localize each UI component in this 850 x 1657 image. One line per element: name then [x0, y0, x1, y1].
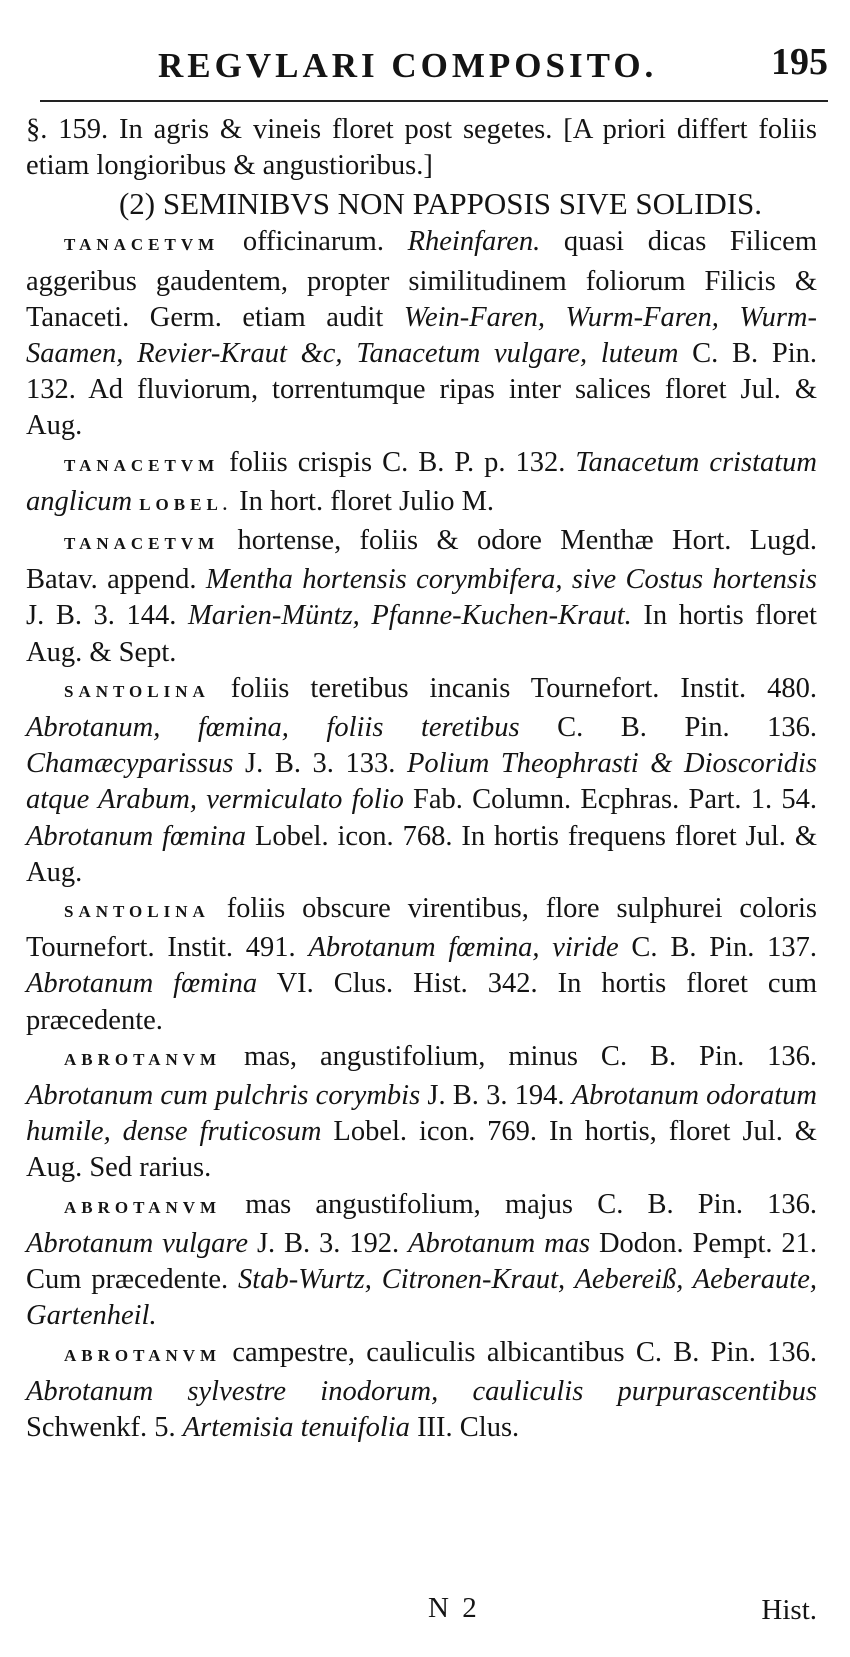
intro-paragraph — [26, 112, 817, 184]
entry-text: J. B. 3. 144. — [26, 600, 189, 632]
entry-genus: SANTOLINA — [64, 681, 210, 701]
entry-text: Lobel. icon. 768. In hortis frequens floret Jul. & Aug. — [26, 820, 817, 888]
entry-paragraph — [26, 1187, 817, 1335]
entry-text: In hort. floret Julio M. — [232, 485, 495, 517]
entry-italic: Marien-Müntz, Pfanne-Kuchen-Kraut. — [188, 600, 632, 632]
entry-text: Fab. Column. Ecphras. Part. 1. 54. — [403, 784, 817, 816]
entry-genus: SANTOLINA — [64, 902, 210, 922]
entry-paragraph — [26, 523, 817, 671]
entry-text: Lobel. icon. 769. In hortis, floret Jul. & Aug. Sed rarius. — [26, 1116, 817, 1184]
entry-text: foliis obscure virentibus, flore sulphurei coloris Tournefort. Instit. 491. — [26, 893, 817, 964]
entry-paragraph — [26, 1335, 817, 1447]
intro-ref: §. 159. — [26, 114, 109, 145]
entry-text: hortense, foliis & odore Menthæ Hort. Lugd. Batav. append. — [26, 525, 817, 596]
entry-italic: Abrotanum, fœmina, foliis teretibus — [26, 712, 520, 744]
entry-text: C. B. Pin. 136. — [519, 712, 817, 744]
entry-text: J. B. 3. 192. — [248, 1227, 409, 1259]
entry-genus: TANACETVM — [64, 235, 220, 255]
entry-text: VI. Clus. Hist. 342. In hortis floret cum præcedente. — [26, 968, 818, 1036]
entry-italic: Abrotanum odoratum humile, dense fruticosum — [26, 1080, 817, 1148]
page-number: 195 — [771, 41, 828, 83]
entry-italic: Wein-Faren, Wurm-Faren, Wurm-Saamen, Revier-Kraut &c, Tanacetum vulgare, luteum — [26, 301, 817, 370]
entry-italic: Tanacetum cristatum anglicum — [26, 446, 817, 517]
entry-italic: Chamæcyparissus — [26, 748, 234, 780]
entry-text: quasi dicas Filicem aggeribus gaudentem, propter similitudinem foliorum Filicis & Tanaceti. Germ. etiam audit — [26, 226, 817, 333]
entry-italic: Mentha hortensis corymbifera, sive Costus hortensis — [205, 564, 817, 596]
page-body — [26, 112, 817, 1446]
entry-paragraph — [26, 224, 817, 444]
section-heading: (2) SEMINIBVS NON PAPPOSIS SIVE SOLIDIS. — [118, 186, 763, 222]
entry-italic: Abrotanum cum pulchris corymbis — [26, 1080, 421, 1112]
entry-text: III. Clus. — [409, 1411, 520, 1443]
entry-text: Schwenkf. 5. — [26, 1411, 183, 1443]
signature-mark: N 2 — [428, 1592, 480, 1624]
entry-text: campestre, cauliculis albicantibus C. B. Pin. 136. — [221, 1336, 817, 1368]
entry-paragraph — [26, 671, 817, 891]
entry-genus: ABROTANVM — [64, 1197, 222, 1217]
catchword: Hist. — [761, 1594, 817, 1626]
entry-genus: TANACETVM — [64, 455, 220, 475]
entry-text: foliis teretibus incanis Tournefort. Instit. 480. — [209, 672, 817, 704]
entry-text: mas, angustifolium, minus C. B. Pin. 136. — [221, 1040, 817, 1072]
entry-text: officinarum. — [219, 226, 408, 258]
entry-italic: Rheinfaren. — [407, 226, 541, 258]
entry-author: LOBEL. — [139, 494, 233, 514]
entry-text: C. B. Pin. 137. — [618, 932, 817, 964]
entry-text: mas angustifolium, majus C. B. Pin. 136. — [221, 1188, 817, 1220]
entry-italic: Stab-Wurtz, Citronen-Kraut, Aebereiß, Aeberaute, Gartenheil. — [26, 1264, 817, 1332]
entry-text: J. B. 3. 133. — [233, 748, 407, 780]
entry-text: foliis crispis C. B. P. p. 132. — [219, 446, 576, 478]
entry-genus: ABROTANVM — [64, 1345, 222, 1365]
entry-italic: Abrotanum fœmina, viride — [308, 932, 619, 964]
running-title: REGVLARI COMPOSITO. — [158, 46, 658, 85]
entry-genus: ABROTANVM — [64, 1049, 222, 1069]
entry-text: J. B. 3. 194. — [420, 1080, 572, 1112]
entry-paragraph — [26, 891, 817, 1039]
entry-italic: Artemisia tenuifolia — [182, 1411, 410, 1443]
intro-text: In agris & vineis floret post segetes. [A priori differt foliis etiam longioribus & angustioribus.] — [26, 114, 818, 182]
entry-paragraph — [26, 1039, 817, 1187]
entry-italic: Abrotanum fœmina — [26, 820, 247, 852]
entry-paragraph — [26, 445, 817, 523]
entry-text: C. B. Pin. 132. Ad fluviorum, torrentumque ripas inter salices floret Jul. & Aug. — [26, 338, 817, 442]
entry-text: Dodon. Pempt. 21. Cum præcedente. — [26, 1227, 817, 1296]
running-head — [40, 40, 828, 102]
entry-italic: Polium Theophrasti & Dioscoridis atque Arabum, vermiculato folio — [26, 748, 817, 816]
entry-italic: Abrotanum mas — [408, 1227, 591, 1259]
entry-text: In hortis floret Aug. & Sept. — [26, 600, 817, 668]
entry-genus: TANACETVM — [64, 534, 220, 554]
entry-italic: Abrotanum fœmina — [26, 968, 258, 1000]
entry-italic: Abrotanum vulgare — [26, 1227, 249, 1259]
entry-italic: Abrotanum sylvestre inodorum, cauliculis purpurascentibus — [26, 1375, 817, 1407]
